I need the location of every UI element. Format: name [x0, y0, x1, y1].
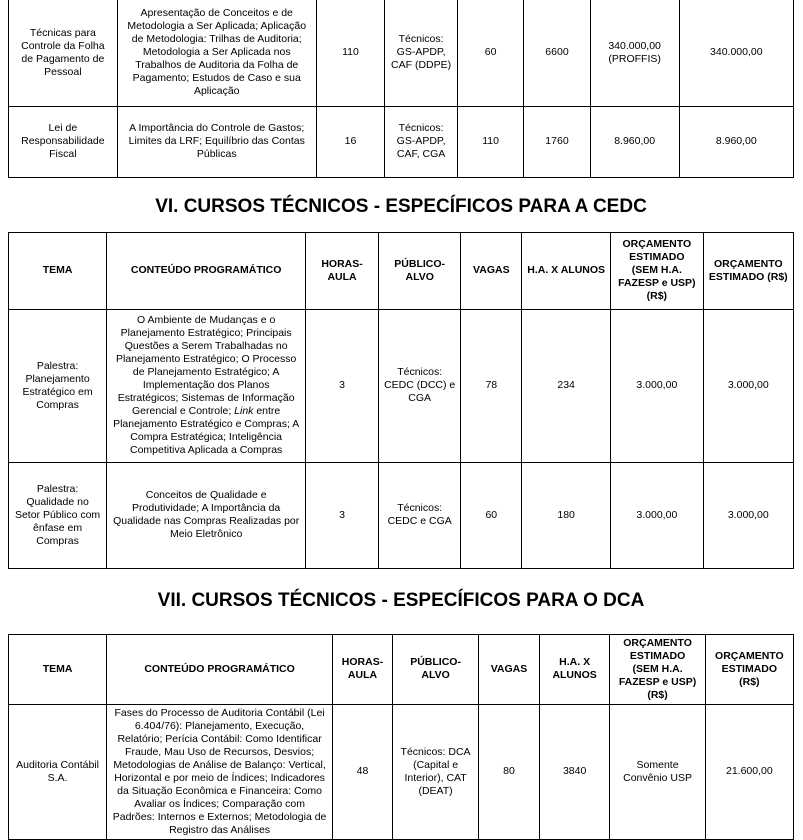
header-cell-vagas: VAGAS — [461, 232, 522, 309]
cell-orcamento: 3.000,00 — [703, 462, 793, 568]
header-cell-conteudo-programatico: CONTEÚDO PROGRAMÁTICO — [107, 634, 333, 704]
header-cell-orcamento: ORÇAMENTO ESTIMADO (R$) — [705, 634, 793, 704]
cell-publico-alvo: Técnicos: CEDC e CGA — [378, 462, 461, 568]
header-cell-tema: TEMA — [9, 634, 107, 704]
cell-ha-x-alunos: 180 — [522, 462, 611, 568]
cell-vagas: 110 — [457, 106, 523, 177]
cell-orcamento-sem: 3.000,00 — [611, 309, 703, 462]
cell-tema: Palestra: Planejamento Estratégico em Compras — [9, 309, 107, 462]
cell-tema: Palestra: Qualidade no Setor Público com ênfase em Compras — [9, 462, 107, 568]
cell-ha-x-alunos: 234 — [522, 309, 611, 462]
header-cell-ha-x-alunos: H.A. X ALUNOS — [522, 232, 611, 309]
cell-orcamento-sem: 8.960,00 — [590, 106, 679, 177]
header-cell-conteudo-programatico: CONTEÚDO PROGRAMÁTICO — [107, 232, 306, 309]
header-cell-orcamento: ORÇAMENTO ESTIMADO (R$) — [703, 232, 793, 309]
cell-orcamento-sem: 340.000,00 (PROFFIS) — [590, 0, 679, 106]
cell-publico-alvo: Técnicos: DCA (Capital e Interior), CAT (DEAT) — [393, 704, 479, 839]
cell-orcamento-sem: 3.000,00 — [611, 462, 703, 568]
table-cedc — [8, 232, 794, 569]
cell-vagas: 78 — [461, 309, 522, 462]
cell-vagas: 60 — [457, 0, 523, 106]
table-row — [9, 0, 794, 106]
header-cell-tema: TEMA — [9, 232, 107, 309]
table-header-row — [9, 634, 794, 704]
cell-ha-x-alunos: 1760 — [524, 106, 590, 177]
cell-orcamento: 3.000,00 — [703, 309, 793, 462]
cell-tema: Lei de Responsabilidade Fiscal — [9, 106, 118, 177]
header-cell-ha-x-alunos: H.A. X ALUNOS — [539, 634, 610, 704]
cell-vagas: 60 — [461, 462, 522, 568]
cell-conteudo-programatico: Apresentação de Conceitos e de Metodologia a Ser Aplicada; Aplicação de Metodologia: Trilhas de Auditoria; Metodologia a Ser Aplicada nos Trabalhos de Auditoria da Folha de Pagamento; Estudos de Caso e sua Aplicação — [117, 0, 316, 106]
cell-orcamento: 21.600,00 — [705, 704, 793, 839]
cell-ha-x-alunos: 6600 — [524, 0, 590, 106]
table-row — [9, 462, 794, 568]
cell-ha-x-alunos: 3840 — [539, 704, 610, 839]
header-cell-publico-alvo: PÚBLICO-ALVO — [378, 232, 461, 309]
cell-horas-aula: 48 — [333, 704, 393, 839]
header-cell-horas-aula: HORAS-AULA — [333, 634, 393, 704]
conteudo-text: O Ambiente de Mudanças e o Planejamento Estratégico; Principais Questões a Serem Trabalhadas no Planejamento Estratégico; O Processo de Planejamento Estratégico; A Implementação dos Planos Estratégicos; Sistemas de Informação Gerencial e Controle; — [115, 314, 297, 417]
cell-horas-aula: 16 — [316, 106, 384, 177]
cell-publico-alvo: Técnicos: GS-APDP, CAF (DDPE) — [385, 0, 458, 106]
table-continuation — [8, 0, 794, 178]
cell-horas-aula: 3 — [306, 462, 379, 568]
cell-publico-alvo: Técnicos: CEDC (DCC) e CGA — [378, 309, 461, 462]
table-header-row — [9, 232, 794, 309]
cell-orcamento-sem: Somente Convênio USP — [610, 704, 705, 839]
conteudo-text: entre Planejamento Estratégico e Compras; A Compra Estratégica; Inteligência Competitiva Aplicada a Compras — [113, 405, 300, 456]
cell-conteudo-programatico — [107, 309, 306, 462]
header-cell-orcamento-sem: ORÇAMENTO ESTIMADO (SEM H.A. FAZESP e USP) (R$) — [611, 232, 703, 309]
cell-horas-aula: 110 — [316, 0, 384, 106]
cell-conteudo-programatico: Fases do Processo de Auditoria Contábil (Lei 6.404/76): Planejamento, Execução, Relatório; Perícia Contábil: Como Identificar Fraude, Mau Uso de Recursos, Desvios; Metodologias de Análise de Balanço: Vertical, Horizontal e por meio de Índices; Indicadores da Situação Econômica e Financeira: Como Avaliar os Índices; Comparação com Padrões: Internos e Externos; Metodologia de Registro das Análises — [107, 704, 333, 839]
conteudo-italic-word: Link — [234, 405, 254, 417]
cell-conteudo-programatico: A Importância do Controle de Gastos; Limites da LRF; Equilíbrio das Contas Públicas — [117, 106, 316, 177]
cell-orcamento: 8.960,00 — [679, 106, 793, 177]
cell-tema: Auditoria Contábil S.A. — [9, 704, 107, 839]
cell-conteudo-programatico: Conceitos de Qualidade e Produtividade; A Importância da Qualidade nas Compras Realizadas por Meio Eletrônico — [107, 462, 306, 568]
table-row — [9, 704, 794, 839]
header-cell-orcamento-sem: ORÇAMENTO ESTIMADO (SEM H.A. FAZESP e USP) (R$) — [610, 634, 705, 704]
table-row — [9, 309, 794, 462]
header-cell-horas-aula: HORAS-AULA — [306, 232, 379, 309]
table-dca — [8, 634, 794, 840]
cell-publico-alvo: Técnicos: GS-APDP, CAF, CGA — [385, 106, 458, 177]
table-row — [9, 106, 794, 177]
header-cell-vagas: VAGAS — [479, 634, 540, 704]
section-title-dca: VII. CURSOS TÉCNICOS - ESPECÍFICOS PARA O DCA — [157, 589, 645, 611]
header-cell-publico-alvo: PÚBLICO-ALVO — [393, 634, 479, 704]
cell-vagas: 80 — [479, 704, 540, 839]
cell-orcamento: 340.000,00 — [679, 0, 793, 106]
section-title-cedc: VI. CURSOS TÉCNICOS - ESPECÍFICOS PARA A CEDC — [155, 195, 647, 217]
cell-horas-aula: 3 — [306, 309, 379, 462]
cell-tema: Técnicas para Controle da Folha de Pagamento de Pessoal — [9, 0, 118, 106]
